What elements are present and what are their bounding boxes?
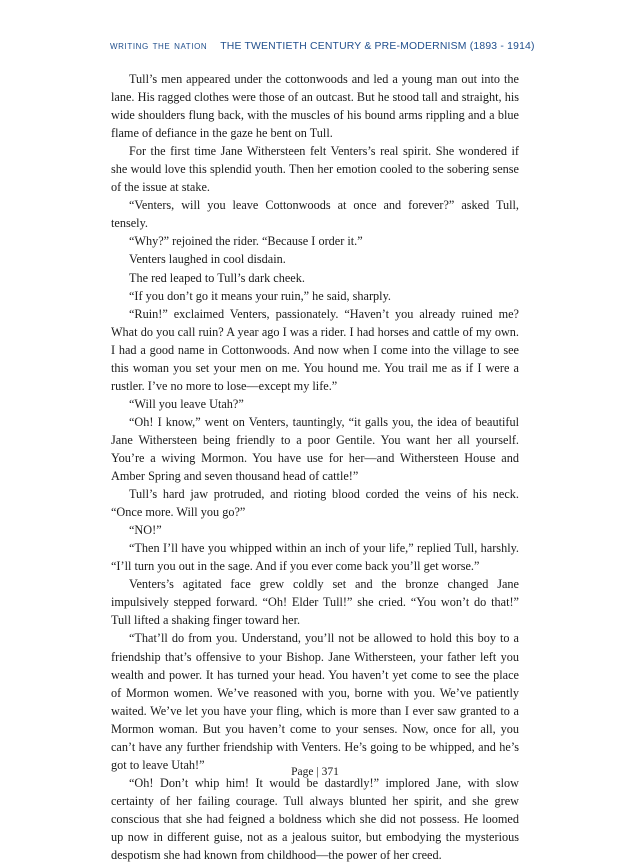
header-section-title: writing the nation (110, 40, 208, 52)
paragraph: For the first time Jane Withersteen felt Venters’s real spirit. She wondered if she would love this splendid youth. Then her emotion cooled to the sobering sense of the issue at stake. (111, 144, 519, 195)
paragraph: Tull’s hard jaw protruded, and rioting blood corded the veins of his neck. “Once more. Will you go?” (111, 487, 519, 520)
paragraph: “Why?” rejoined the rider. “Because I order it.” (129, 234, 363, 249)
paragraph: “Oh! I know,” went on Venters, tauntingly, “it galls you, the idea of beautiful Jane Withersteen being friendly to a poor Gentile. You want her all yourself. You’re a wiving Mormon. You have use for her—and Withersteen House and Amber Spring and seven thousand head of cattle!” (111, 414, 519, 484)
page-footer (0, 766, 630, 778)
paragraph: Venters’s agitated face grew coldly set and the bronze changed Jane impulsively stepped forward. “Oh! Elder Tull!” she cried. “You won’t do that!” Tull lifted a shaking finger toward her. (111, 577, 519, 628)
paragraph: “If you don’t go it means your ruin,” he said, sharply. (129, 288, 391, 303)
body-text (111, 70, 519, 864)
page-label: Page (291, 766, 314, 778)
paragraph: “Then I’ll have you whipped within an inch of your life,” replied Tull, harshly. “I’ll turn you out in the sage. And if you ever come back you’ll get worse.” (111, 541, 519, 574)
paragraph: “Will you leave Utah?” (129, 396, 244, 411)
paragraph: “Venters, will you leave Cottonwoods at once and forever?” asked Tull, tensely. (111, 198, 519, 231)
running-header (110, 40, 535, 52)
paragraph: “That’ll do from you. Understand, you’ll not be allowed to hold this boy to a friendship that’s offensive to your Bishop. Jane Withersteen, your father left you wealth and power. It has turned your head. You haven’t yet come to see the place of Mormon women. We’ve reasoned with you, borne with you. We’ve patiently waited. We’ve let you have your fling, which is more than I ever saw granted to a Mormon woman. But you haven’t come to your senses. Now, once for all, you can’t have any further friendship with Venters. He’s going to be whipped, and he’s got to leave Utah!” (111, 631, 519, 772)
paragraph: “Ruin!” exclaimed Venters, passionately. “Haven’t you already ruined me? What do you call ruin? A year ago I was a rider. I had horses and cattle of my own. I had a good name in Cottonwoods. And now when I come into the village to see this woman you set your men on me. You hound me. You trail me as if I were a rustler. I’ve no more to lose—except my life.” (111, 306, 519, 393)
header-chapter-title: THE TWENTIETH CENTURY & PRE-MODERNISM (1893 - 1914) (220, 41, 535, 52)
page-number: 371 (321, 766, 339, 778)
page-separator: | (316, 766, 319, 778)
paragraph: “NO!” (129, 523, 162, 538)
paragraph: Venters laughed in cool disdain. (129, 252, 286, 267)
paragraph: The red leaped to Tull’s dark cheek. (129, 270, 305, 285)
paragraph: Tull’s men appeared under the cottonwoods and led a young man out into the lane. His ragged clothes were those of an outcast. But he stood tall and straight, his wide shoulders flung back, with the muscles of his bound arms rippling and a blue flame of defiance in the gaze he bent on Tull. (111, 72, 519, 141)
paragraph: “Oh! Don’t whip him! It would be dastardly!” implored Jane, with slow certainty of her failing courage. Tull always blunted her spirit, and she grew conscious that she had feigned a boldness which she did not possess. He loomed up now in different guise, not as a jealous suitor, but embodying the mysterious despotism she had known from childhood—the power of her creed. (111, 775, 519, 863)
